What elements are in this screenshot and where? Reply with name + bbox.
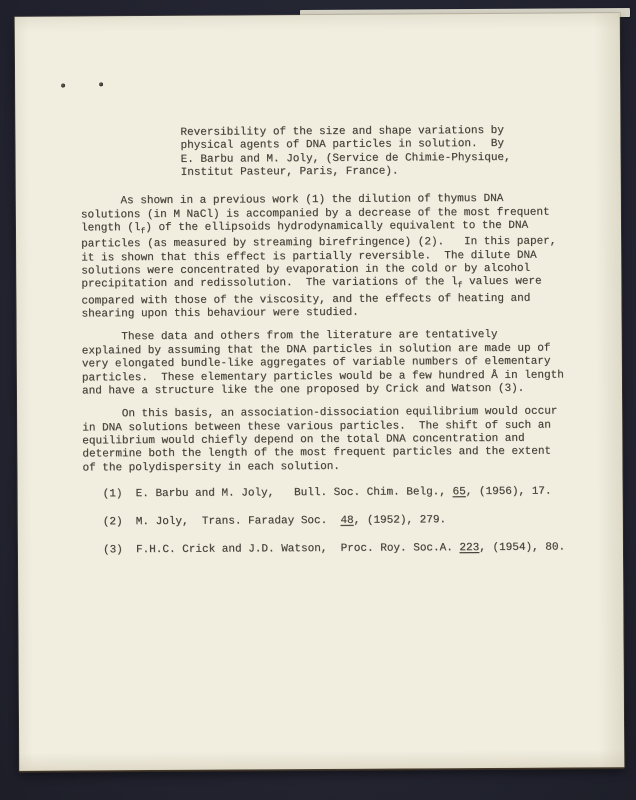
text-line <box>181 164 586 180</box>
text-segment: compared with those of the viscosity, and the effects of heating and <box>81 292 531 308</box>
references <box>103 485 588 557</box>
text-segment: shearing upon this behaviour were studied. <box>81 306 359 321</box>
text-segment: (2) M. Joly, Trans. Faraday Soc. <box>102 514 341 529</box>
text-line <box>103 485 588 501</box>
underlined-text: 65 <box>452 486 466 499</box>
underlined-text: 223 <box>459 541 480 554</box>
document-page <box>15 13 625 771</box>
text-segment: equilibrium would chiefly depend on the total DNA concentration and <box>82 432 525 448</box>
underlined-text: 48 <box>340 514 354 527</box>
text-segment: physical agents of DNA particles in solution. By <box>180 138 504 153</box>
text-segment: particles. These elementary particles would be a few hundred Å in length <box>81 369 564 384</box>
pinhole-right <box>99 82 103 86</box>
text-segment: and have a structure like the one proposed by Crick and Watson (3). <box>81 382 525 398</box>
paragraph-2 <box>82 329 587 399</box>
pinhole-left <box>61 84 65 88</box>
text-segment: These data and others from the literature are tentatively <box>81 329 498 344</box>
document-text <box>80 124 588 572</box>
text-segment: very elongated bundle-like aggregates of variable numbers of elementary <box>81 355 551 371</box>
subscript-text: f <box>140 227 146 237</box>
text-segment: (3) F.H.C. Crick and J.D. Watson, Proc. Roy. Soc.A. <box>102 541 460 556</box>
text-segment: , (1952), 279. <box>353 513 447 527</box>
text-segment: precipitation and redissolution. The variations of the l <box>81 276 458 291</box>
text-segment: , (1954), 80. <box>479 541 566 554</box>
text-segment: length (l <box>80 222 141 235</box>
text-segment: As shown in a previous work (1) the dilution of thymus DNA <box>80 193 504 208</box>
text-segment: values were <box>462 276 542 289</box>
paragraph-1 <box>81 193 587 322</box>
text-segment: determine both the length of the most frequent particles and the extent <box>82 445 552 461</box>
paragraph-3 <box>82 406 587 476</box>
text-segment: Reversibility of the size and shape variations by <box>180 124 504 139</box>
text-segment: solutions (in M NaCl) is accompanied by a decrease of the most frequent <box>80 206 550 222</box>
text-segment: particles (as measured by streaming birefringence) (2). In this paper, <box>81 235 557 251</box>
text-segment: On this basis, an association-dissociation equilibrium would occur <box>82 405 558 421</box>
text-line <box>103 513 588 529</box>
title-block <box>180 124 585 180</box>
text-line <box>82 459 587 475</box>
text-line <box>103 541 588 557</box>
text-segment: E. Barbu and M. Joly, (Service de Chimie-Physique, <box>180 151 511 166</box>
text-segment: (1) E. Barbu and M. Joly, Bull. Soc. Chim. Belg., <box>102 486 453 501</box>
text-segment: ) of the ellipsoids hydrodynamically equivalent to the DNA <box>145 219 529 235</box>
text-line <box>81 305 586 321</box>
subscript-text: f <box>457 281 463 291</box>
text-segment: Institut Pasteur, Paris, France). <box>180 165 399 179</box>
text-line <box>82 382 587 398</box>
text-segment: solutions were concentrated by evaporation in the cold or by alcohol <box>81 262 531 278</box>
text-segment: in DNA solutions between these various particles. The shift of such an <box>82 419 551 434</box>
text-segment: of the polydispersity in each solution. <box>82 460 340 475</box>
text-segment: explained by assuming that the DNA particles in solution are made up of <box>81 342 551 358</box>
text-segment: , (1956), 17. <box>465 485 552 499</box>
text-segment: it is shown that this effect is partially reversible. The dilute DNA <box>81 249 537 265</box>
